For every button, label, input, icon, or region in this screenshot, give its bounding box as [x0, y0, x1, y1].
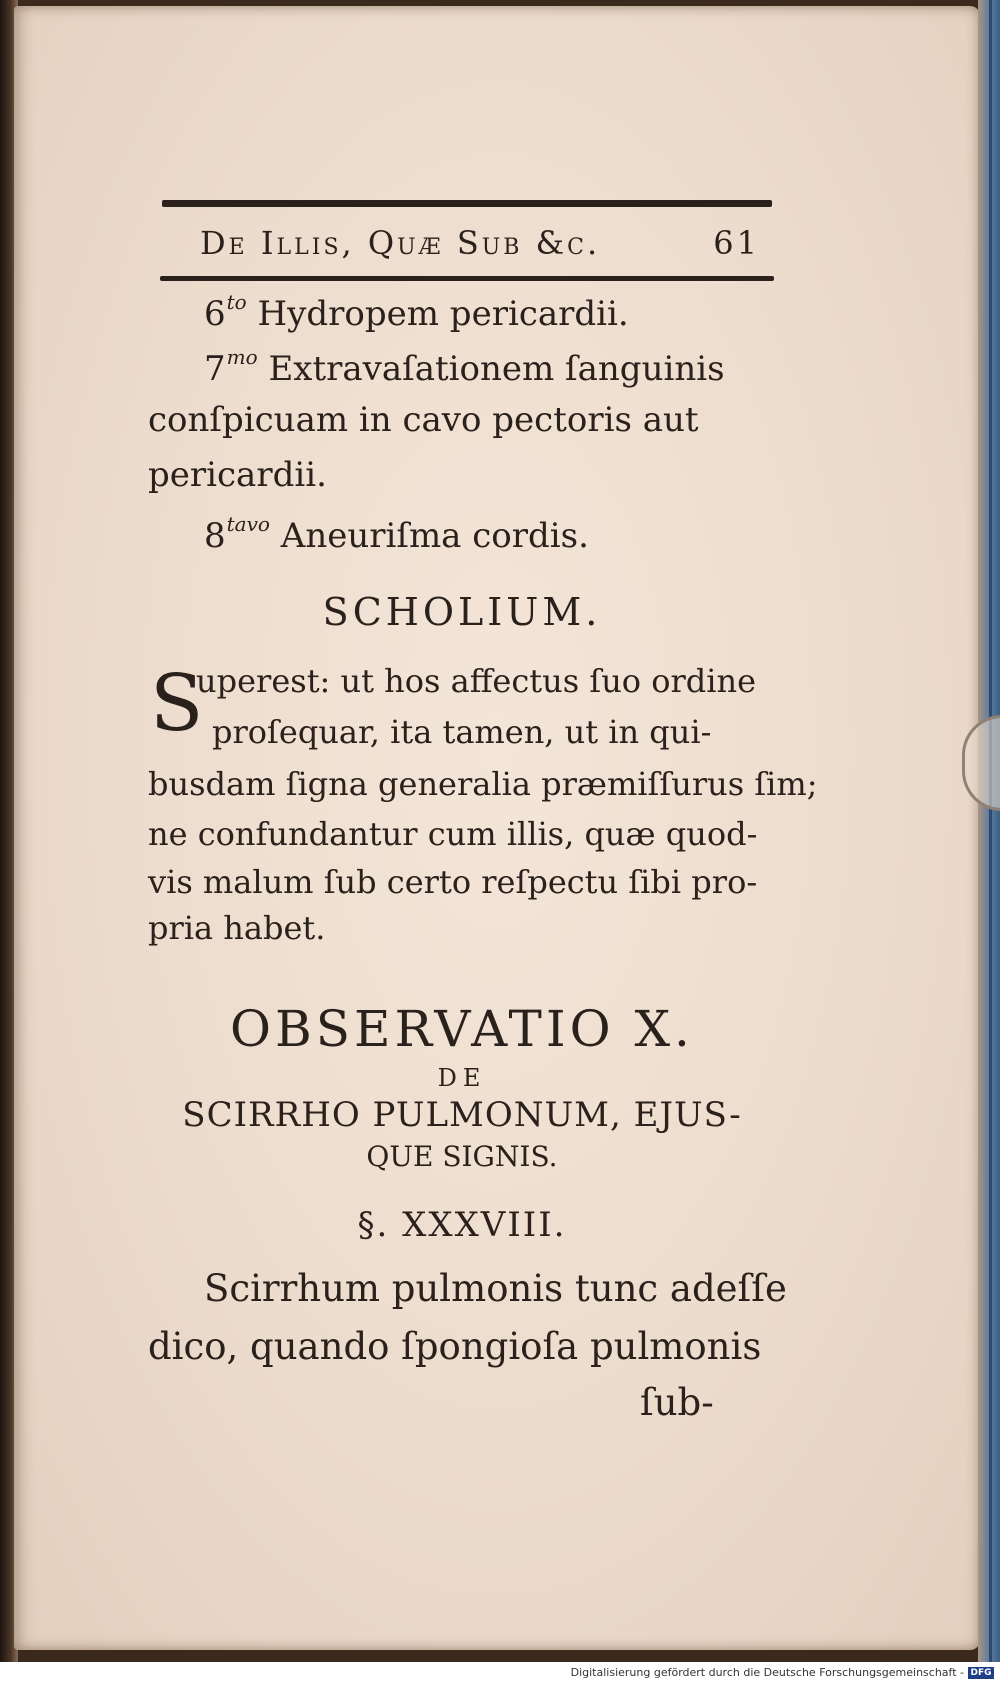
body-line-2: dico, quando ſpongioſa pulmonis: [148, 1325, 762, 1368]
page-number: 61: [713, 224, 760, 262]
observatio-heading: OBSERVATIO X.: [230, 1000, 694, 1058]
running-head: [200, 224, 760, 262]
list-item-7: $7^{mo}$ Extravaſationem ſanguinis: [204, 345, 725, 389]
running-head-title-part1: De Illis: [200, 224, 342, 262]
header-rule-top: [162, 200, 772, 207]
cover-edge: [989, 0, 992, 1662]
scholium-line-6: pria habet.: [148, 909, 326, 947]
running-head-separator: ,: [341, 224, 355, 262]
list-item-6: $6^{to}$ Hydropem pericardii.: [204, 290, 629, 334]
observatio-subtitle-line-1: SCIRRHO PULMONUM, EJUS-: [182, 1095, 742, 1135]
scholium-line-2: proſequar, ita tamen, ut in qui-: [212, 713, 712, 751]
scholium-heading: SCHOLIUM.: [322, 590, 602, 634]
list-item-7-end: pericardii.: [148, 455, 327, 495]
list-item-8: $8^{tavo}$ Aneuriſma cordis.: [204, 512, 589, 556]
dfg-logo: DFG: [968, 1667, 994, 1679]
observatio-subtitle-line-2: QUE SIGNIS.: [366, 1140, 558, 1173]
running-head-title-part2: Quæ Sub &c.: [367, 224, 601, 262]
list-item-7-continuation: conſpicuam in cavo pectoris aut: [148, 400, 699, 440]
body-line-1: Scirrhum pulmonis tunc adeſſe: [204, 1267, 787, 1310]
scholium-line-5: vis malum ſub certo reſpectu ſibi pro-: [148, 863, 758, 901]
scholium-line-1: uperest: ut hos affectus ſuo ordine: [196, 662, 757, 700]
scholium-line-3: busdam ſigna generalia præmiſſurus ſim;: [148, 765, 818, 803]
observatio-de: DE: [437, 1064, 487, 1092]
header-rule-bottom: [160, 276, 774, 281]
catchword: ſub-: [640, 1381, 714, 1424]
dropcap-letter: S: [150, 659, 204, 749]
footer-credit: Digitalisierung gefördert durch die Deutsche Forschungsgemeinschaft -: [570, 1666, 964, 1679]
scholium-line-4: ne confundantur cum illis, quæ quod-: [148, 815, 758, 853]
section-number: §. XXXVIII.: [357, 1205, 567, 1245]
